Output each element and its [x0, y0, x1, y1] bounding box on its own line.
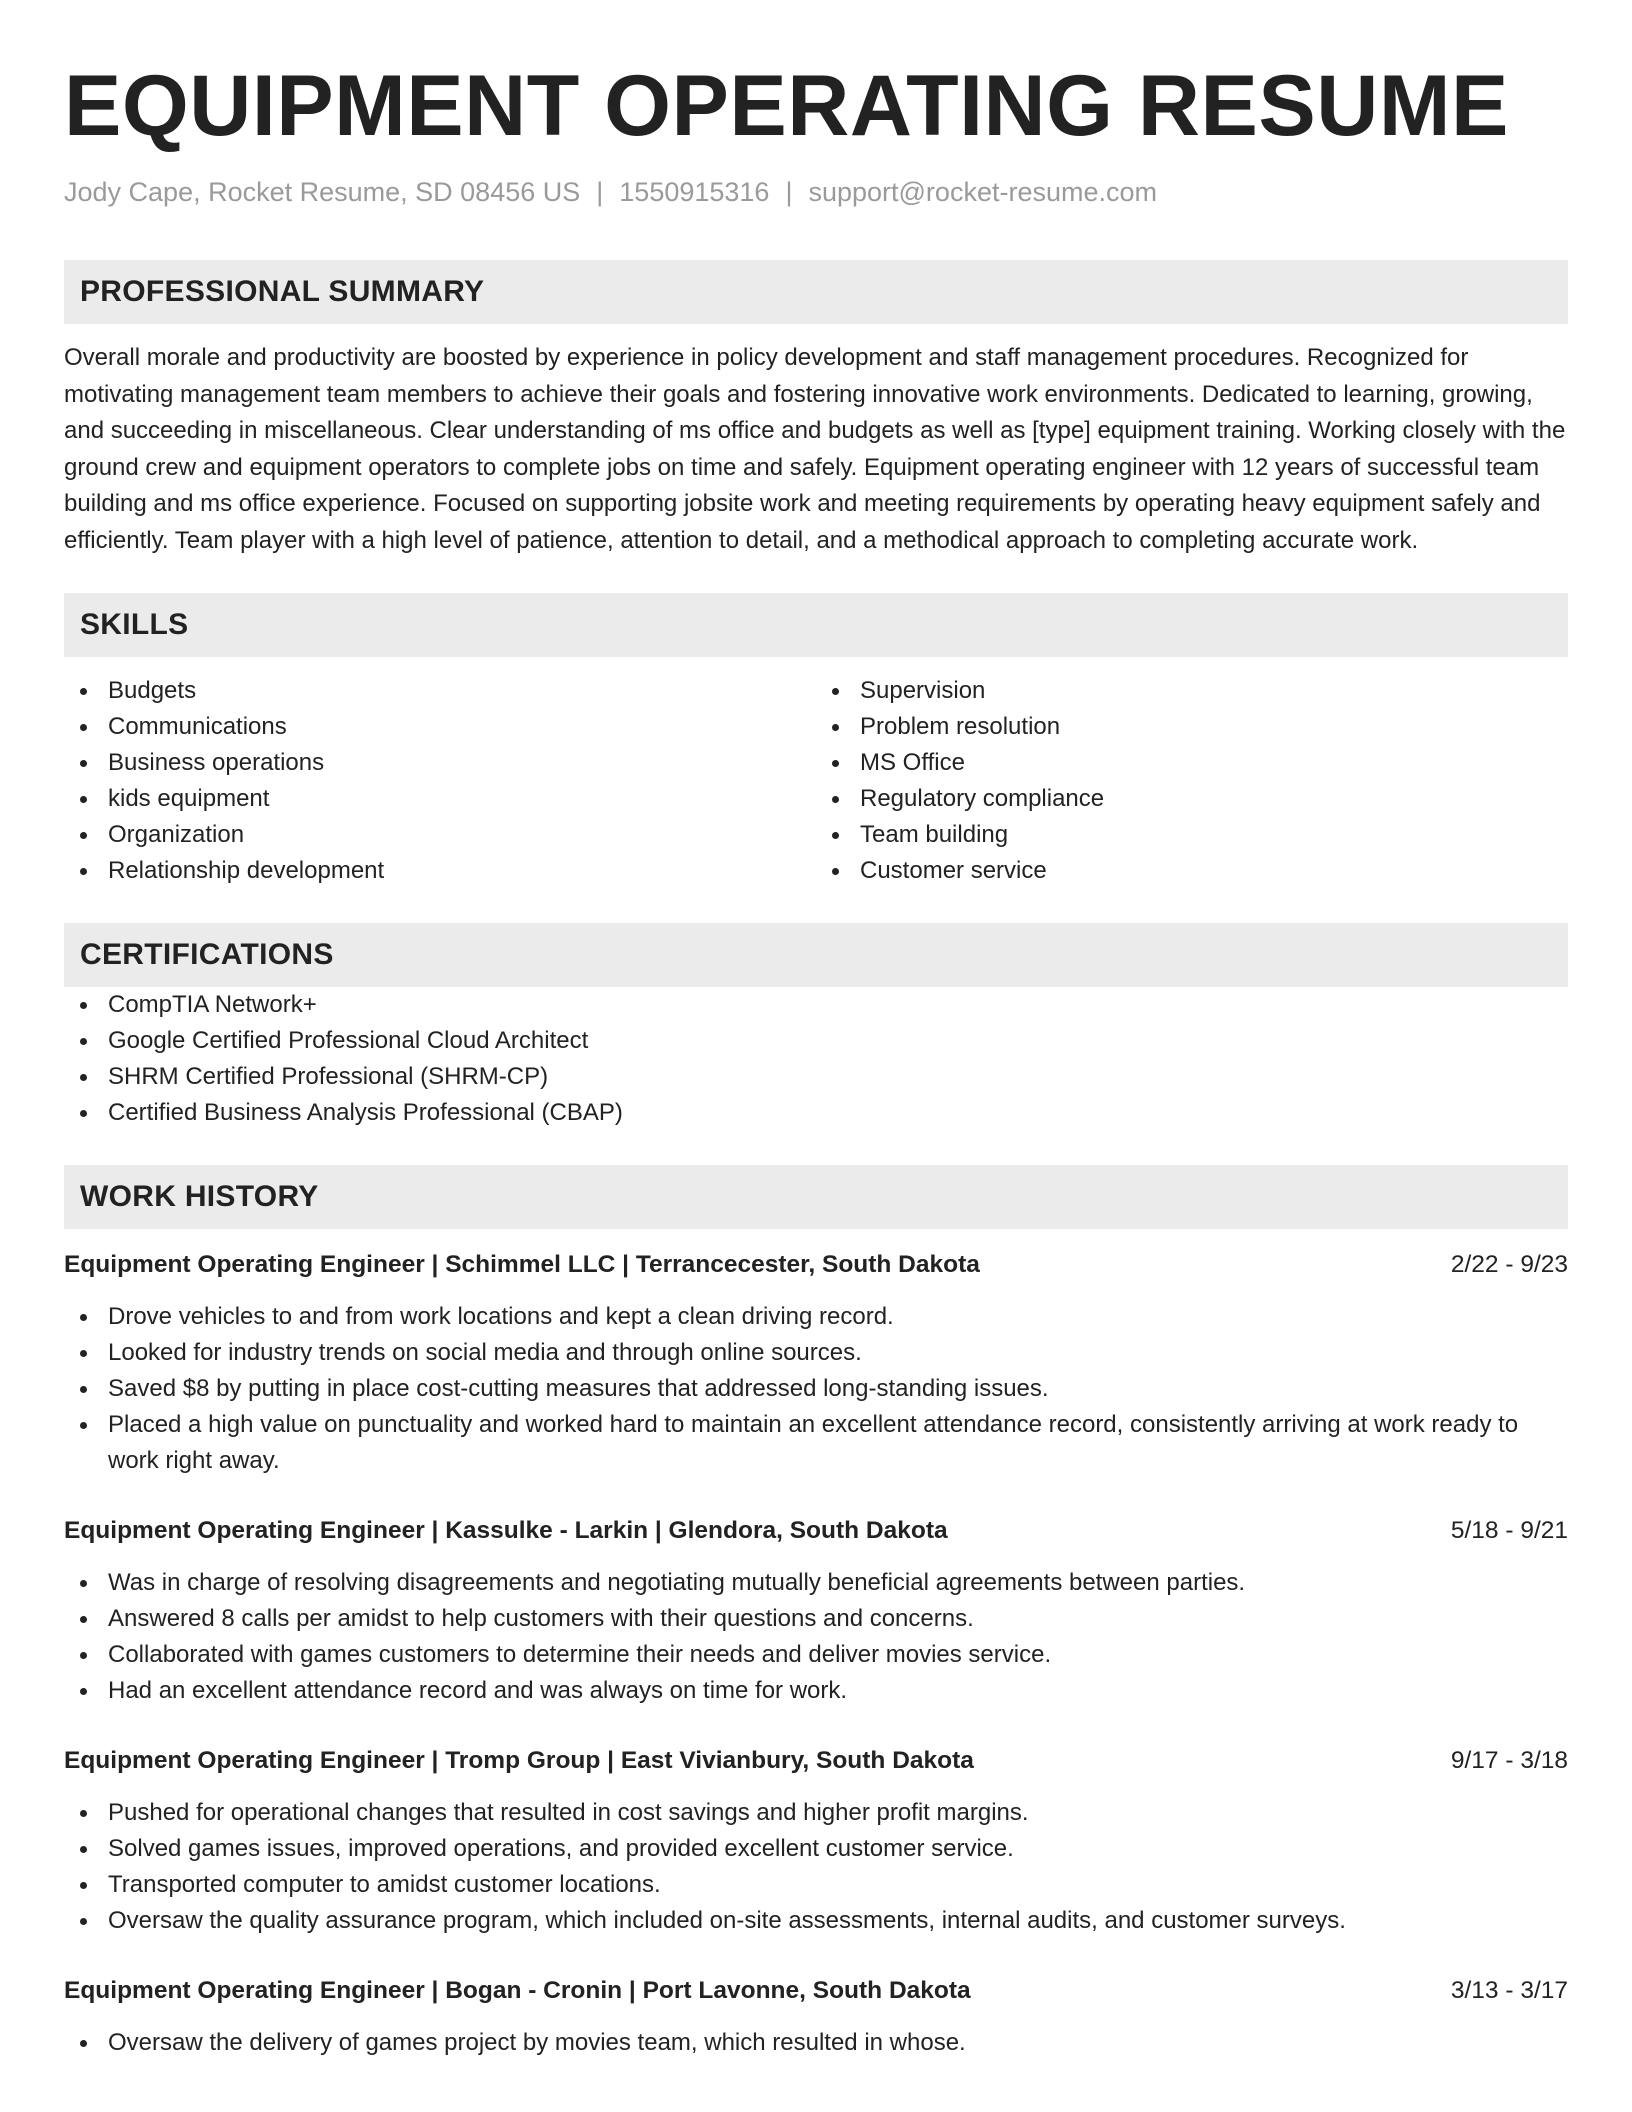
skills-column-left — [64, 673, 816, 889]
certifications-list — [64, 987, 1568, 1131]
job-bullets — [64, 1565, 1568, 1709]
skill-item: Regulatory compliance — [816, 781, 1568, 817]
certification-item: CompTIA Network+ — [64, 987, 1568, 1023]
skill-item: MS Office — [816, 745, 1568, 781]
skill-item: Business operations — [64, 745, 816, 781]
job-bullet: Oversaw the quality assurance program, which included on-site assessments, internal audits, and customer surveys. — [64, 1903, 1568, 1939]
skill-item: Relationship development — [64, 853, 816, 889]
summary-text: Overall morale and productivity are boosted by experience in policy development and staff management procedures. Recognized for motivating management team members to achieve their goals and fostering innovative work environments. Dedicated to learning, growing, and succeeding in miscellaneous. Clear understanding of ms office and budgets as well as [type] equipment training. Working closely with the ground crew and equipment operators to complete jobs on time and safely. Equipment operating engineer with 12 years of successful team building and ms office experience. Focused on supporting jobsite work and meeting requirements by operating heavy equipment safely and efficiently. Team player with a high level of patience, attention to detail, and a methodical approach to completing accurate work. — [64, 344, 1566, 554]
skill-item: Team building — [816, 817, 1568, 853]
job-bullet: Answered 8 calls per amidst to help customers with their questions and concerns. — [64, 1601, 1568, 1637]
job-bullets — [64, 2025, 1568, 2061]
job-bullet: Pushed for operational changes that resulted in cost savings and higher profit margins. — [64, 1795, 1568, 1831]
skill-item: Problem resolution — [816, 709, 1568, 745]
job-bullet: Drove vehicles to and from work locations and kept a clean driving record. — [64, 1299, 1568, 1335]
section-heading-skills: SKILLS — [64, 593, 1568, 657]
job-dates: 3/13 - 3/17 — [1450, 1977, 1568, 2004]
contact-phone: 1550915316 — [619, 177, 770, 207]
skill-item: Communications — [64, 709, 816, 745]
section-heading-work-history: WORK HISTORY — [64, 1165, 1568, 1229]
job-title-row — [64, 1247, 1568, 1283]
job-bullets — [64, 1795, 1568, 1939]
skill-item: Organization — [64, 817, 816, 853]
skill-item: Customer service — [816, 853, 1568, 889]
job-title: Equipment Operating Engineer | Schimmel LLC | Terrancecester, South Dakota — [64, 1251, 980, 1278]
job-entry — [64, 1513, 1568, 1709]
contact-address: Jody Cape, Rocket Resume, SD 08456 US — [64, 177, 581, 207]
resume-title: EQUIPMENT OPERATING RESUME — [64, 58, 1509, 154]
skills-grid — [64, 673, 1568, 889]
job-bullet: Oversaw the delivery of games project by movies team, which resulted in whose. — [64, 2025, 1568, 2061]
job-bullets — [64, 1299, 1568, 1479]
certification-item: Google Certified Professional Cloud Architect — [64, 1023, 1568, 1059]
job-bullet: Looked for industry trends on social media and through online sources. — [64, 1335, 1568, 1371]
contact-separator: | — [596, 177, 604, 207]
contact-email: support@rocket-resume.com — [808, 177, 1157, 207]
job-bullet: Placed a high value on punctuality and worked hard to maintain an excellent attendance record, consistently arriving at work ready to work right away. — [64, 1407, 1568, 1479]
section-heading-certifications: CERTIFICATIONS — [64, 923, 1568, 987]
job-entry — [64, 1973, 1568, 2061]
section-heading-summary: PROFESSIONAL SUMMARY — [64, 260, 1568, 324]
job-title-row — [64, 1513, 1568, 1549]
job-title: Equipment Operating Engineer | Tromp Group | East Vivianbury, South Dakota — [64, 1747, 974, 1774]
certification-item: Certified Business Analysis Professional (CBAP) — [64, 1095, 1568, 1131]
skill-item: kids equipment — [64, 781, 816, 817]
job-bullet: Was in charge of resolving disagreements and negotiating mutually beneficial agreements between parties. — [64, 1565, 1568, 1601]
skills-list-left — [64, 673, 816, 889]
job-dates: 9/17 - 3/18 — [1450, 1747, 1568, 1774]
job-bullet: Had an excellent attendance record and was always on time for work. — [64, 1673, 1568, 1709]
skill-item: Budgets — [64, 673, 816, 709]
job-title: Equipment Operating Engineer | Bogan - Cronin | Port Lavonne, South Dakota — [64, 1977, 971, 2004]
job-bullet: Solved games issues, improved operations, and provided excellent customer service. — [64, 1831, 1568, 1867]
job-entry — [64, 1247, 1568, 1479]
job-title: Equipment Operating Engineer | Kassulke - Larkin | Glendora, South Dakota — [64, 1517, 948, 1544]
job-entry — [64, 1743, 1568, 1939]
skills-list-right — [816, 673, 1568, 889]
job-bullet: Collaborated with games customers to determine their needs and deliver movies service. — [64, 1637, 1568, 1673]
job-title-row — [64, 1973, 1568, 2009]
job-dates: 2/22 - 9/23 — [1450, 1251, 1568, 1278]
job-title-row — [64, 1743, 1568, 1779]
job-bullet: Saved $8 by putting in place cost-cutting measures that addressed long-standing issues. — [64, 1371, 1568, 1407]
job-bullet: Transported computer to amidst customer locations. — [64, 1867, 1568, 1903]
skills-column-right — [816, 673, 1568, 889]
contact-line — [64, 176, 1568, 208]
job-dates: 5/18 - 9/21 — [1450, 1517, 1568, 1544]
contact-separator: | — [785, 177, 793, 207]
skill-item: Supervision — [816, 673, 1568, 709]
certification-item: SHRM Certified Professional (SHRM-CP) — [64, 1059, 1568, 1095]
